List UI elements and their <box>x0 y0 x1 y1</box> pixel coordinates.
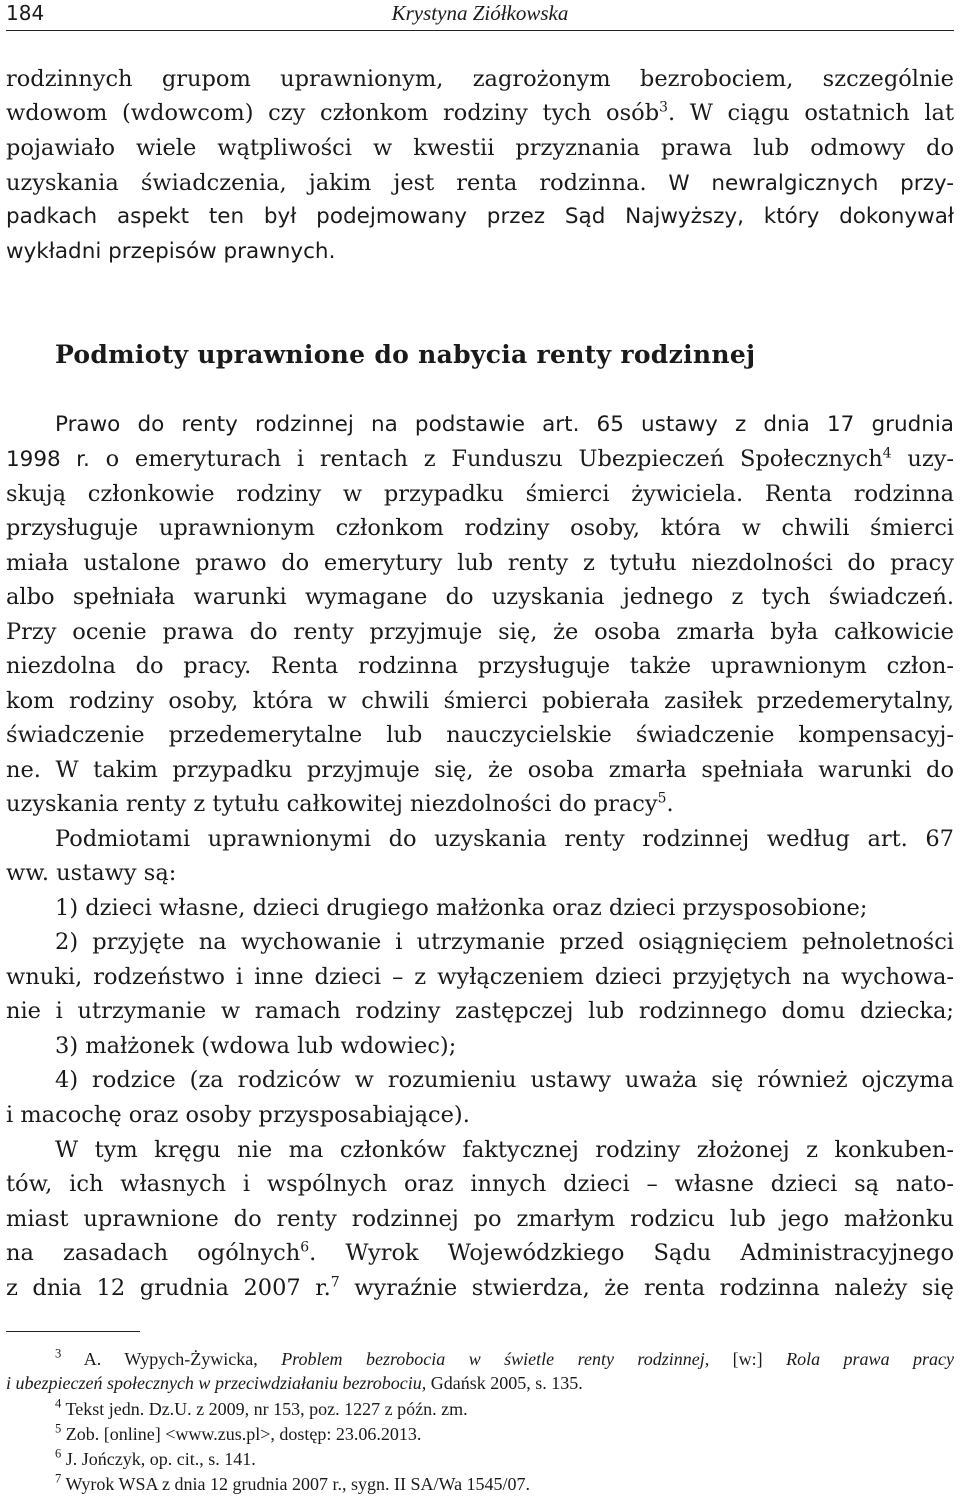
text-line: ww. ustawy są: <box>6 860 177 886</box>
text-line: tów, ich własnych i wspólnych oraz innych dzieci – własne dzieci są nato- <box>6 1171 954 1197</box>
text-line: Przy ocenie prawa do renty przyjmuje się, że osoba zmarła była całkowicie <box>6 619 954 645</box>
text-line: niezdolna do pracy. Renta rodzinna przysługuje także uprawnionym człon- <box>6 653 954 679</box>
footnote-ref-4: 4 <box>882 445 892 462</box>
text-line: uzyskania renty z tytułu całkowitej niezdolności do pracy$^5$. <box>6 790 674 817</box>
text-line: 1998 r. o emeryturach i rentach z Funduszu Ubezpieczeń Społecznych$^4$ uzy- <box>6 445 954 472</box>
text-line: ne. W takim przypadku przyjmuje się, że osoba zmarła spełniała warunki do <box>6 757 954 783</box>
text-line: wnuki, rodzeństwo i inne dzieci – z wyłączeniem dzieci przyjętych na wychowa- <box>6 964 954 990</box>
text-line: miała ustalone prawo do emerytury lub renty z tytułu niezdolności do pracy <box>6 550 954 576</box>
footnote-ref-3: 3 <box>659 99 668 116</box>
text-line: przysługuje uprawnionym członkom rodziny osoby, która w chwili śmierci <box>6 515 954 541</box>
list-item: 3) małżonek (wdowa lub wdowiec); <box>55 1033 457 1059</box>
text-line: pojawiało wiele wątpliwości w kwestii przyznania prawa lub odmowy do <box>6 135 954 161</box>
text-line: z dnia 12 grudnia 2007 r.$^7$ wyraźnie stwierdza, że renta rodzinna należy się <box>6 1274 954 1301</box>
list-item: 1) dzieci własne, dzieci drugiego małżonka oraz dzieci przysposobione; <box>55 895 868 921</box>
footnote-7: $^7$ Wyrok WSA z dnia 12 grudnia 2007 r., sygn. II SA/Wa 1545/07. <box>55 1471 531 1494</box>
text-line: skują członkowie rodziny w przypadku śmierci żywiciela. Renta rodzinna <box>6 481 954 507</box>
footnote-5: $^5$ Zob. [online] <www.zus.pl>, dostęp: 23.06.2013. <box>55 1421 422 1444</box>
text-line: wdowom (wdowcom) czy członkom rodziny tych osób$^3$. W ciągu ostatnich lat <box>6 99 954 126</box>
footnote-3-cont: i ubezpieczeń społecznych w przeciwdziałaniu bezrobociu, Gdańsk 2005, s. 135. <box>6 1373 583 1393</box>
page-number: 184 <box>6 1 45 25</box>
footnote-3: $^3$ A. Wypych-Żywicka, Problem bezrobocia w świetle renty rodzinnej, [w:] Rola prawa pracy <box>55 1346 954 1369</box>
footnote-ref-5: 5 <box>657 790 667 807</box>
section-heading: Podmioty uprawnione do nabycia renty rodzinnej <box>55 340 756 369</box>
footnote-separator <box>6 1331 140 1332</box>
text-line: uzyskania świadczenia, jakim jest renta rodzinna. W newralgicznych przy- <box>6 170 954 196</box>
text-line: rodzinnych grupom uprawnionym, zagrożonym bezrobociem, szczególnie <box>6 66 954 92</box>
text-line: wykładni przepisów prawnych. <box>6 239 336 264</box>
page-header <box>6 0 954 31</box>
text-line: i macochę oraz osoby przysposabiające). <box>6 1102 470 1128</box>
list-item: 2) przyjęte na wychowanie i utrzymanie przed osiągnięciem pełnoletności <box>55 929 954 955</box>
text-line: W tym kręgu nie ma członków faktycznej rodziny złożonej z konkuben- <box>55 1137 954 1163</box>
text-line: padkach aspekt ten był podejmowany przez Sąd Najwyższy, który dokonywał <box>6 204 954 229</box>
text-line: Prawo do renty rodzinnej na podstawie art. 65 ustawy z dnia 17 grudnia <box>55 412 954 437</box>
footnote-6: $^6$ J. Jończyk, op. cit., s. 141. <box>55 1446 256 1469</box>
text-line: kom rodziny osoby, która w chwili śmierci pobierała zasiłek przedemerytalny, <box>6 688 954 714</box>
text-line: miast uprawnione do renty rodzinnej po zmarłym rodzicu lub jego małżonku <box>6 1206 954 1232</box>
text-line: Podmiotami uprawnionymi do uzyskania renty rodzinnej według art. 67 <box>55 826 954 852</box>
text-line: na zasadach ogólnych$^6$. Wyrok Wojewódzkiego Sądu Administracyjnego <box>6 1239 955 1266</box>
footnote-4: $^4$ Tekst jedn. Dz.U. z 2009, nr 153, poz. 1227 z późn. zm. <box>55 1396 468 1419</box>
footnote-ref-7: 7 <box>330 1274 340 1291</box>
text-line: świadczenie przedemerytalne lub nauczycielskie świadczenie kompensacyj- <box>6 722 954 748</box>
footnote-ref-6: 6 <box>300 1239 310 1256</box>
running-title: Krystyna Ziółkowska <box>391 1 569 25</box>
list-item: 4) rodzice (za rodziców w rozumieniu ustawy uważa się również ojczyma <box>55 1067 954 1093</box>
text-line: albo spełniała warunki wymagane do uzyskania jednego z tych świadczeń. <box>6 584 954 610</box>
text-line: nie i utrzymanie w ramach rodziny zastępczej lub rodzinnego domu dziecka; <box>6 998 954 1024</box>
